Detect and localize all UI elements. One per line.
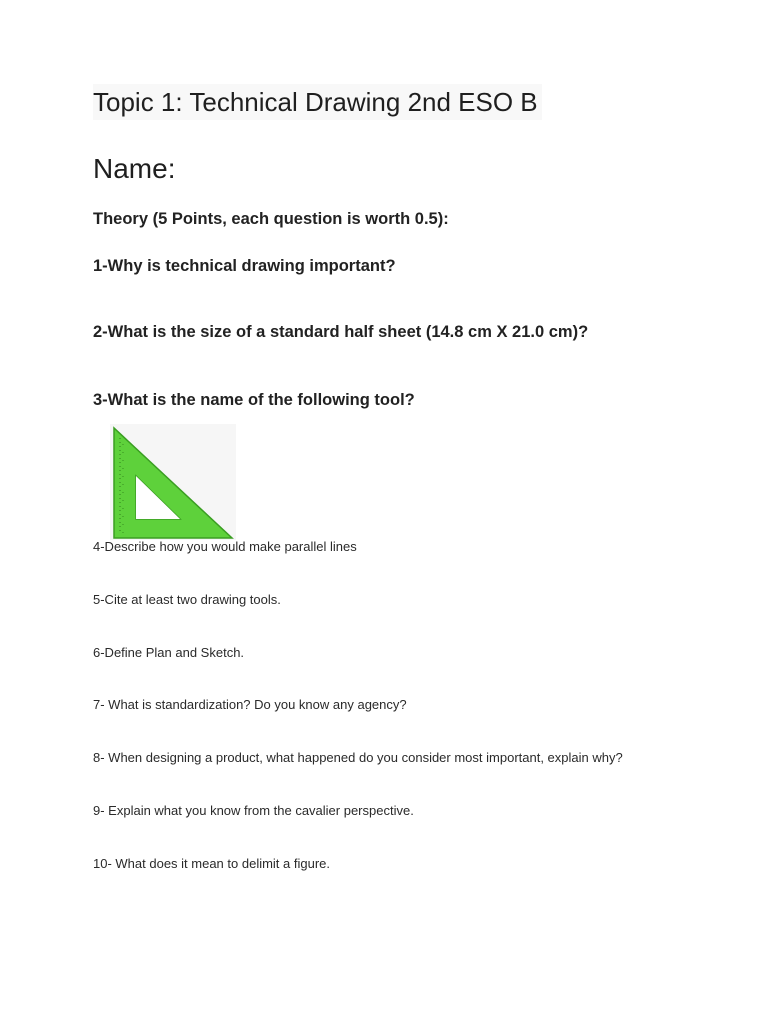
question-9: 9- Explain what you know from the cavalier perspective. xyxy=(93,803,414,818)
question-8: 8- When designing a product, what happened do you consider most important, explain why? xyxy=(93,750,623,765)
question-6: 6-Define Plan and Sketch. xyxy=(93,645,245,660)
question-10: 10- What does it mean to delimit a figure. xyxy=(93,856,331,871)
question-1: 1-Why is technical drawing important? xyxy=(93,257,396,275)
question-5: 5-Cite at least two drawing tools. xyxy=(93,592,281,607)
question-7: 7- What is standardization? Do you know any agency? xyxy=(93,697,407,712)
theory-heading: Theory (5 Points, each question is worth 0.5): xyxy=(93,210,449,228)
document-title: Topic 1: Technical Drawing 2nd ESO B xyxy=(93,84,542,120)
set-square-icon xyxy=(110,424,236,540)
set-square-image xyxy=(110,424,236,540)
question-4: 4-Describe how you would make parallel lines xyxy=(93,539,357,554)
question-3: 3-What is the name of the following tool? xyxy=(93,391,415,409)
name-label: Name: xyxy=(93,153,176,184)
question-2: 2-What is the size of a standard half sheet (14.8 cm X 21.0 cm)? xyxy=(93,323,589,341)
